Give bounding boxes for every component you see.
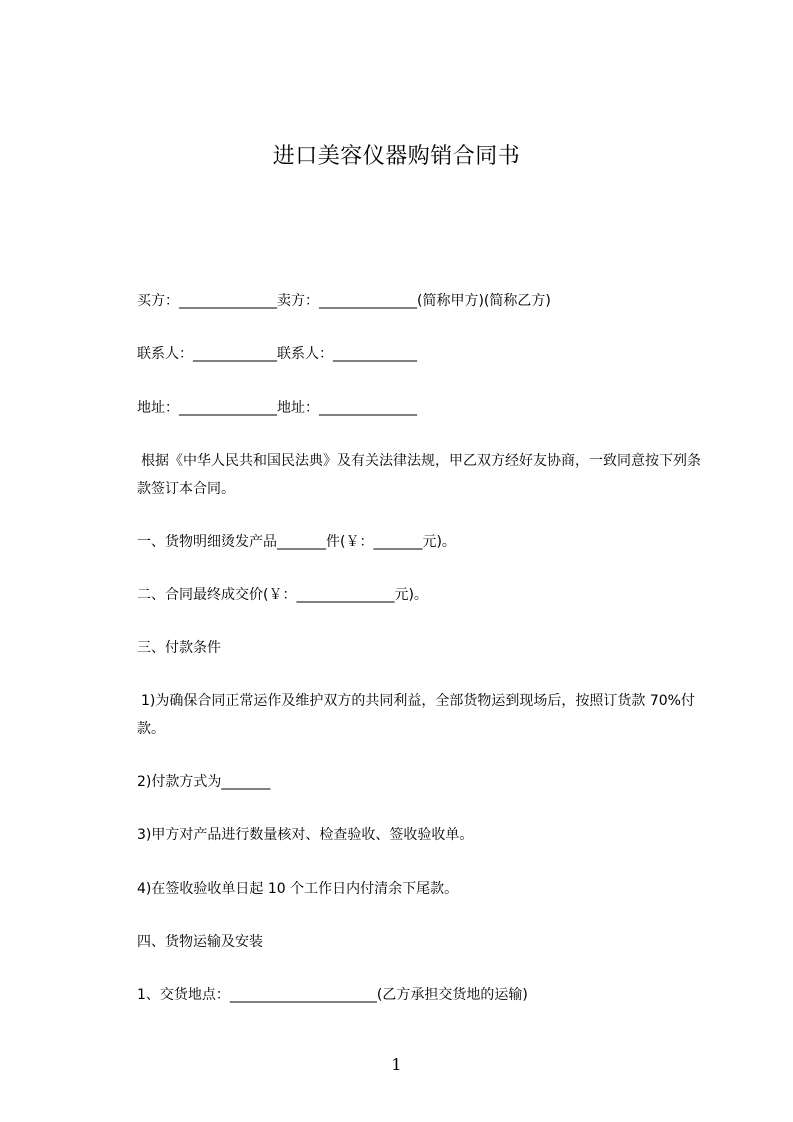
buyer-seller-line: 买方：______________卖方：______________(简称甲方)(简称乙方) xyxy=(137,293,551,309)
clause-4-heading: 四、货物运输及安装 xyxy=(137,934,263,950)
address-line: 地址：______________地址：______________ xyxy=(137,400,417,416)
document-title: 进口美容仪器购销合同书 xyxy=(272,144,521,169)
preamble-paragraph: 根据《中华人民共和国民法典》及有关法律法规，甲乙双方经好友协商，一致同意按下列条款签订本合同。 xyxy=(137,453,701,497)
clause-4-item-1: 1、交货地点：_____________________(乙方承担交货地的运输) xyxy=(137,987,528,1003)
clause-3-item-4: 4)在签收验收单日起 10 个工作日内付清余下尾款。 xyxy=(137,881,459,897)
page-number: 1 xyxy=(391,1055,402,1074)
clause-3-item-3: 3)甲方对产品进行数量核对、检查验收、签收验收单。 xyxy=(137,827,474,843)
clause-1: 一、货物明细烫发产品_______件(￥：_______元)。 xyxy=(137,534,456,550)
clause-3-item-1: 1)为确保合同正常运作及维护双方的共同利益，全部货物运到现场后，按照订货款 70%付款。 xyxy=(137,693,695,737)
clause-3-heading: 三、付款条件 xyxy=(137,640,221,656)
clause-2: 二、合同最终成交价(￥：______________元)。 xyxy=(137,587,428,603)
contact-line: 联系人：____________联系人：____________ xyxy=(137,346,417,362)
clause-3-item-2: 2)付款方式为_______ xyxy=(137,774,271,790)
